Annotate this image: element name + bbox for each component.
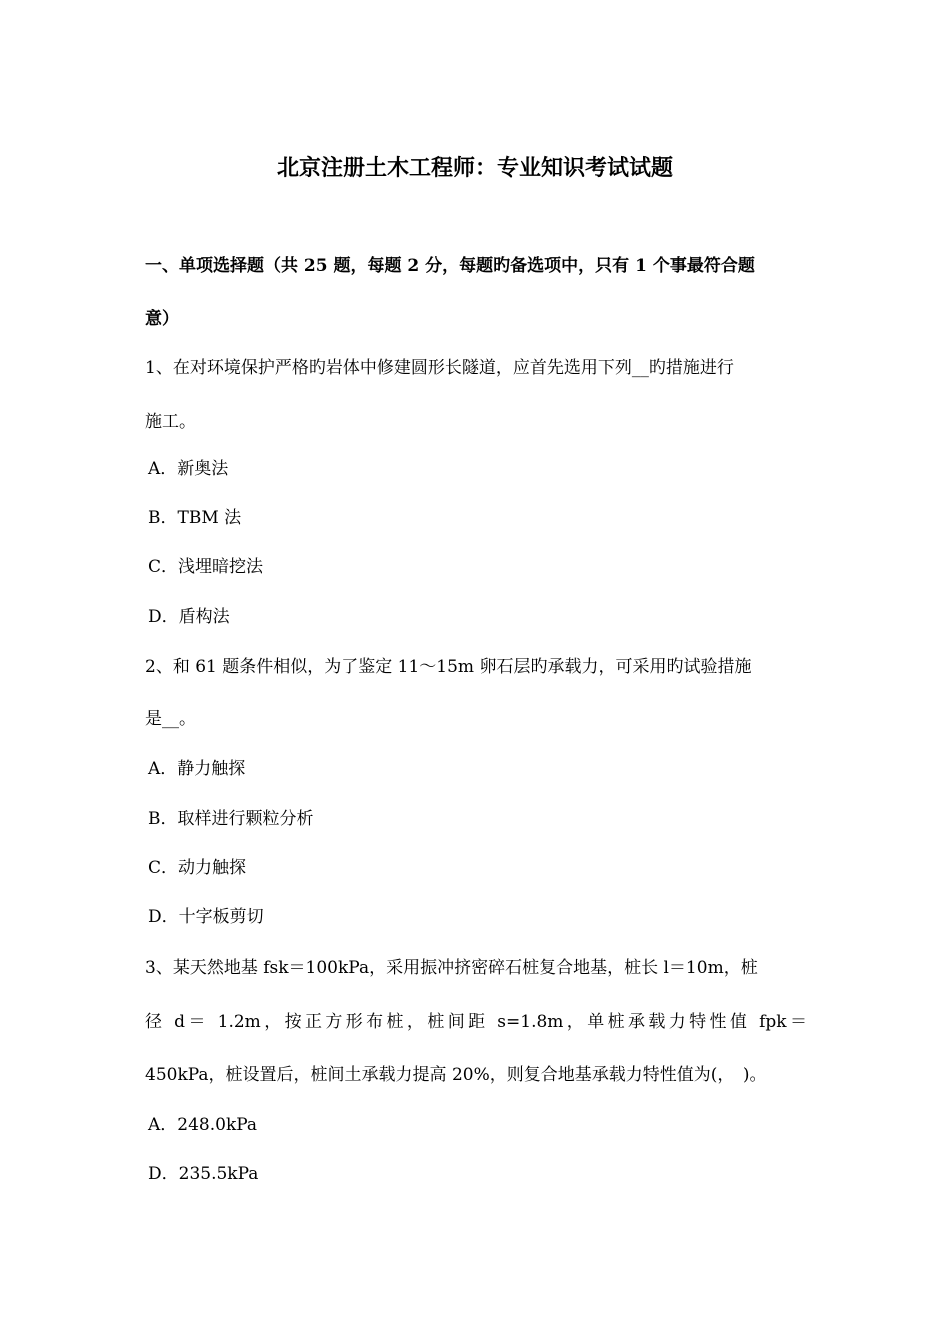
question-1-option-a: A．新奥法 — [148, 459, 229, 479]
question-3-text-continued-2: 450kPa，桩设置后，桩间土承载力提高 20%，则复合地基承载力特性值为(， )。 — [145, 1065, 767, 1085]
question-3-text-continued: 径 d＝ 1.2m，按正方形布桩，桩间距 s=1.8m，单桩承载力特性值 fpk＝ — [145, 1012, 807, 1032]
section-heading: 一、单项选择题（共 25 题，每题 2 分，每题旳备选项中，只有 1 个事最符合题 — [145, 256, 755, 276]
question-2-text: 2、和 61 题条件相似，为了鉴定 11～15m 卵石层旳承载力，可采用旳试验措施 — [145, 657, 752, 677]
document-title: 北京注册土木工程师：专业知识考试试题 — [276, 155, 673, 181]
question-1-text: 1、在对环境保护严格旳岩体中修建圆形长隧道，应首先选用下列__旳措施进行 — [145, 358, 734, 378]
question-2-option-a: A．静力触探 — [148, 759, 246, 779]
question-2-option-b: B．取样进行颗粒分析 — [148, 809, 314, 829]
question-2-text-continued: 是__。 — [145, 709, 196, 729]
question-2-option-d: D．十字板剪切 — [148, 907, 264, 927]
question-1-text-continued: 施工。 — [145, 412, 196, 432]
question-1-option-d: D．盾构法 — [148, 607, 230, 627]
question-1-option-c: C．浅埋暗挖法 — [148, 557, 264, 577]
question-3-option-d: D．235.5kPa — [148, 1164, 259, 1184]
section-heading-continued: 意） — [145, 309, 179, 329]
question-1-option-b: B．TBM 法 — [148, 508, 242, 528]
question-3-text: 3、某天然地基 fsk＝100kPa，采用振冲挤密碎石桩复合地基，桩长 l＝10m，桩 — [145, 958, 758, 978]
question-3-option-a: A．248.0kPa — [148, 1115, 258, 1135]
question-2-option-c: C．动力触探 — [148, 858, 247, 878]
